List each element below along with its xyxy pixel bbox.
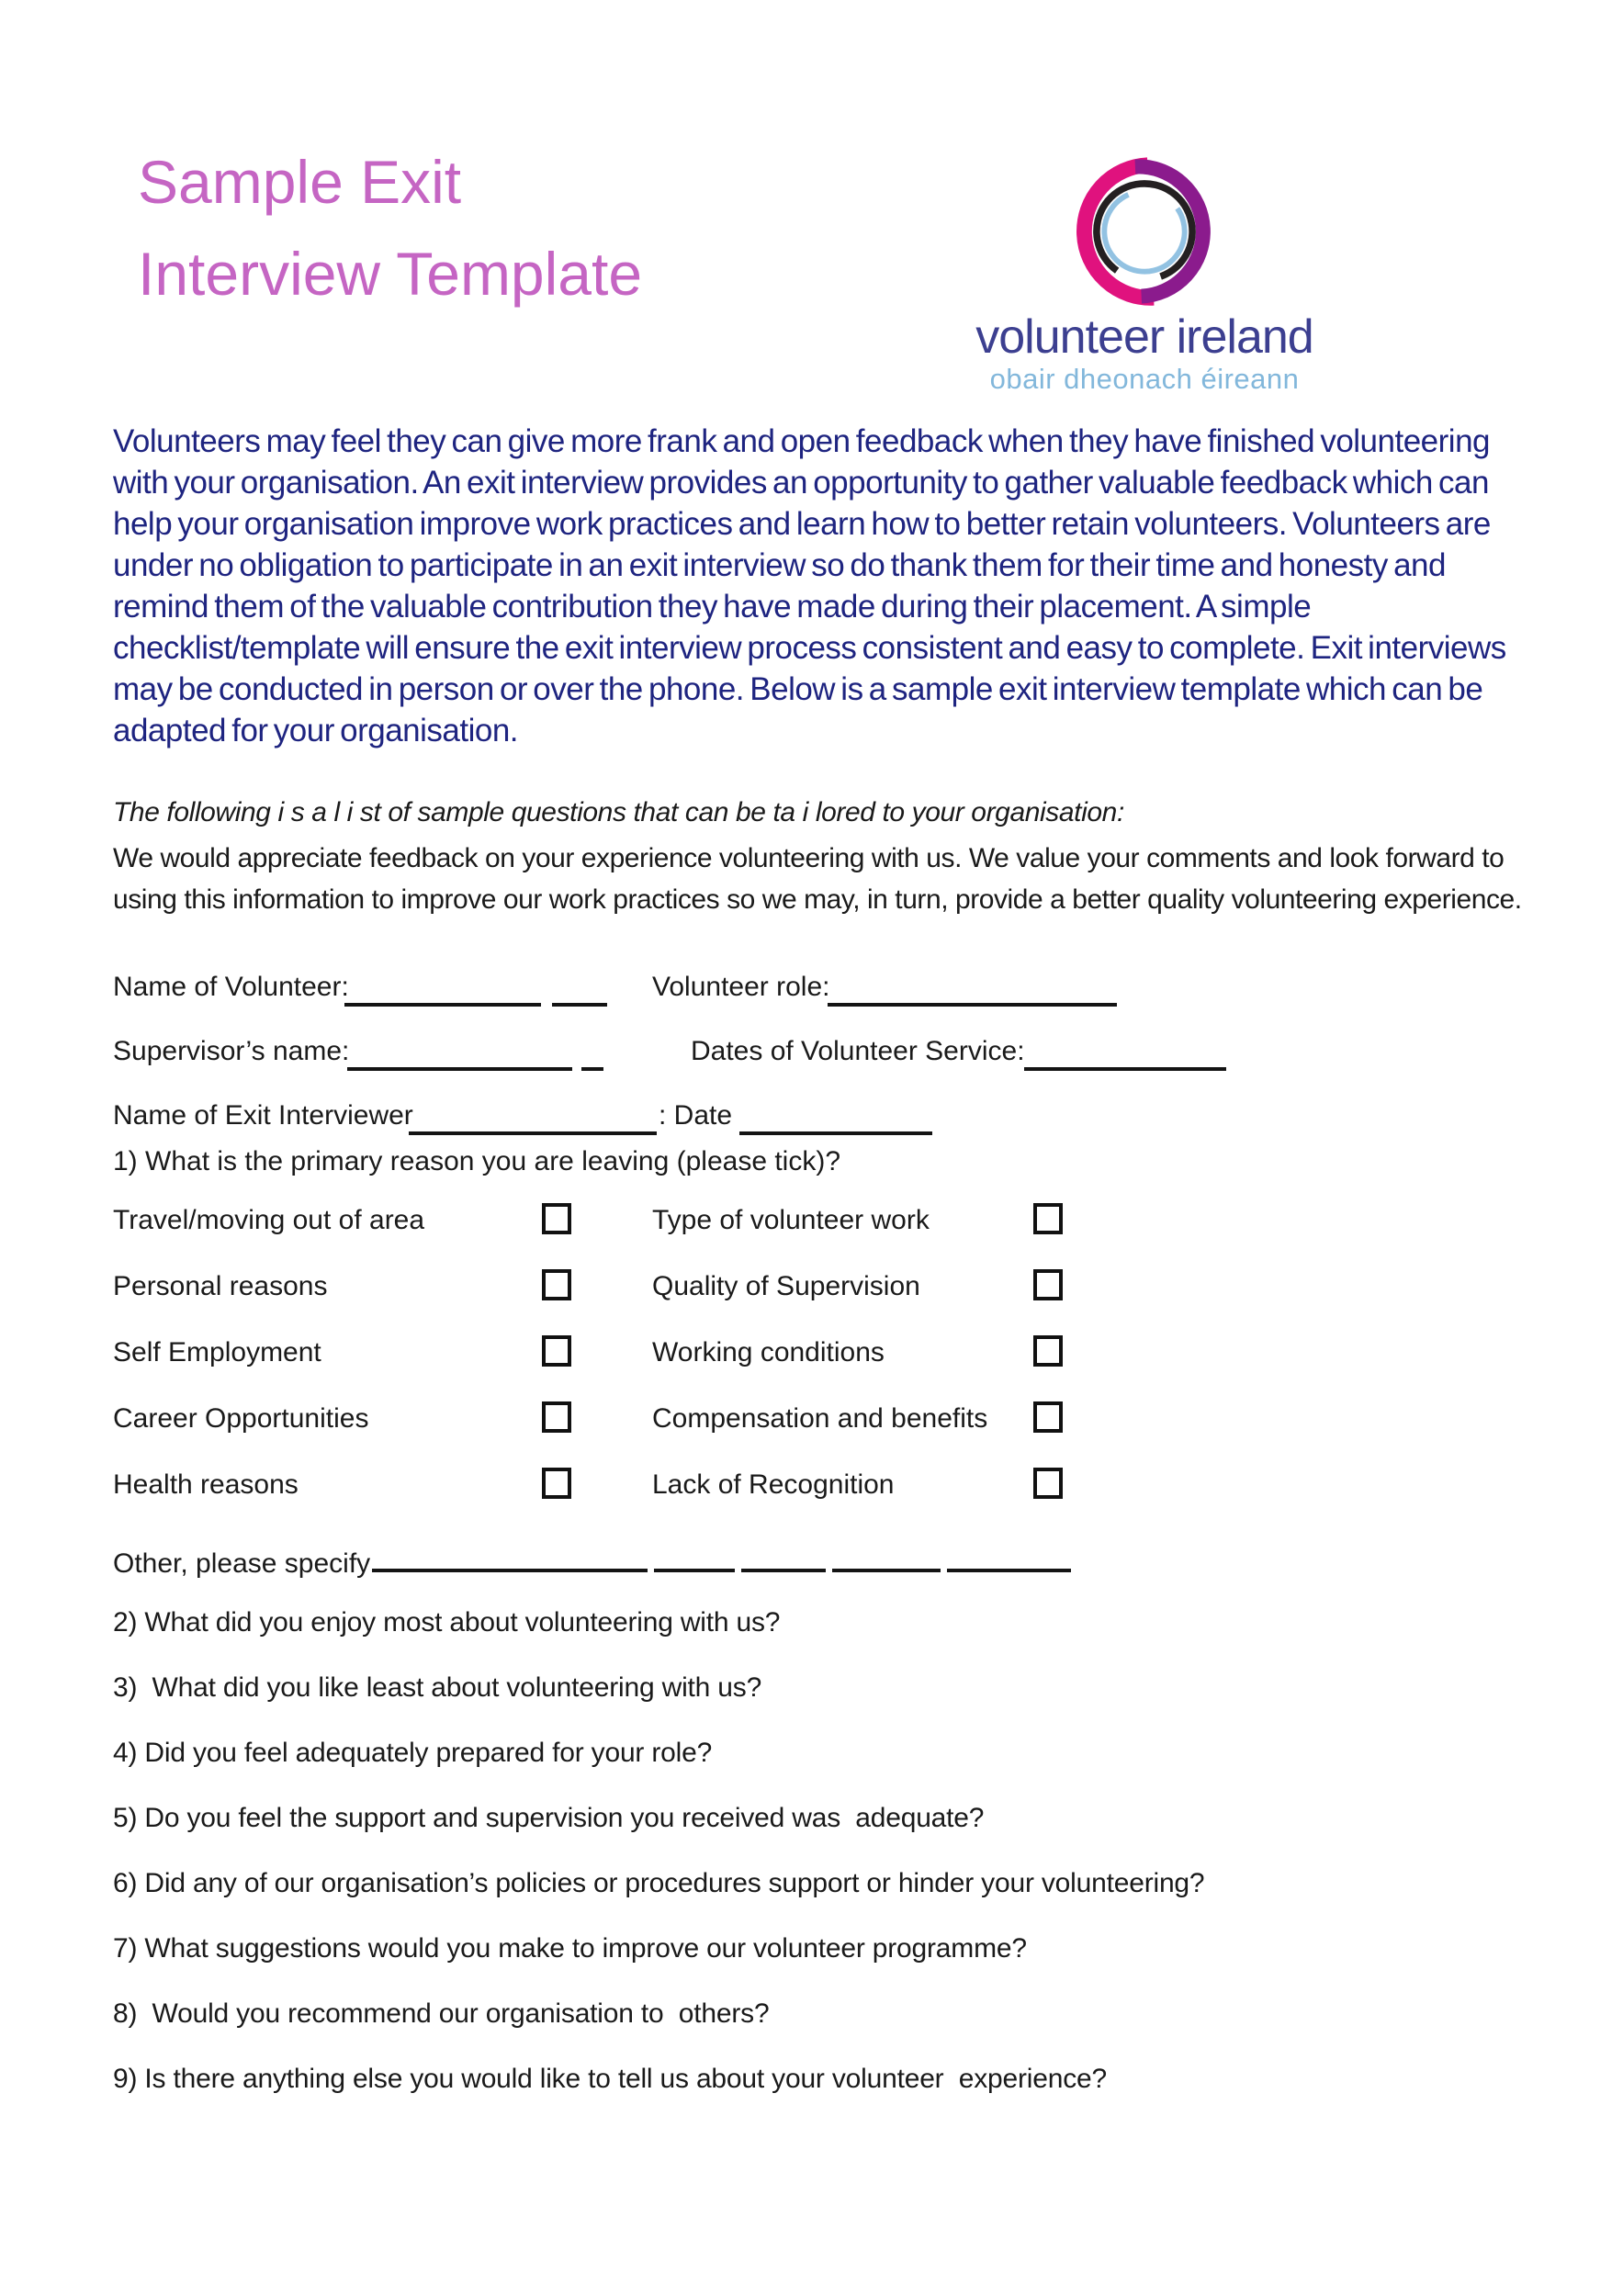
reason-row (113, 1269, 1509, 1335)
question-9: 9) Is there anything else you would like to tell us about your volunteer experience? (113, 2064, 1107, 2094)
reason-label: Personal reasons (113, 1271, 328, 1301)
logo-wordmark: volunteer ireland (975, 310, 1313, 364)
reason-checkbox[interactable] (1033, 1401, 1063, 1433)
other-specify-blank[interactable] (372, 1541, 648, 1572)
reason-checkbox[interactable] (1033, 1335, 1063, 1367)
reason-checkbox[interactable] (542, 1468, 571, 1499)
volunteer-role-label: Volunteer role: (652, 972, 830, 1002)
reason-row (113, 1335, 1509, 1401)
feedback-note: We would appreciate feedback on your experience volunteering with us. We value your comments and look forward to using this information to improve our work practices so we may, in turn, provide a better quality volunteering experience. (113, 843, 1522, 915)
question-2: 2) What did you enjoy most about volunteering with us? (113, 1607, 781, 1638)
name-of-volunteer-blank[interactable] (552, 970, 607, 1007)
reason-label: Quality of Supervision (652, 1271, 920, 1301)
reason-label: Self Employment (113, 1337, 321, 1367)
reason-label: Working conditions (652, 1337, 885, 1367)
reason-checkbox[interactable] (1033, 1269, 1063, 1300)
reason-label: Lack of Recognition (652, 1469, 895, 1500)
other-specify-row (113, 1541, 1071, 1580)
question-7: 7) What suggestions would you make to improve our volunteer programme? (113, 1933, 1027, 1964)
reason-checkbox[interactable] (1033, 1468, 1063, 1499)
question-6: 6) Did any of our organisation’s policies or procedures support or hinder your volunteering? (113, 1868, 1205, 1898)
reason-checkbox[interactable] (542, 1203, 571, 1234)
reason-label: Travel/moving out of area (113, 1205, 425, 1235)
question-1: 1) What is the primary reason you are leaving (please tick)? (113, 1146, 841, 1176)
reason-label: Career Opportunities (113, 1403, 369, 1434)
other-specify-blank[interactable] (741, 1541, 826, 1572)
sample-questions-note: The following i s a l i st of sample questions that can be ta i lored to your organisation: (113, 797, 1124, 827)
supervisor-name-blank[interactable] (581, 1034, 603, 1071)
name-of-volunteer-label: Name of Volunteer: (113, 972, 349, 1002)
field-row-volunteer (113, 970, 1509, 1010)
exit-interviewer-blank[interactable] (409, 1098, 657, 1135)
other-specify-blank[interactable] (947, 1541, 1071, 1572)
date-label: : Date (659, 1100, 733, 1131)
intro-paragraph: Volunteers may feel they can give more frank and open feedback when they have finished volunteering with your organisation. An exit interview provides an opportunity to gather valuable feedback which can help your organisation improve work practices and learn how to better retain volunteers. Volunteers are under no obligation to participate in an exit interview so do thank them for their time and honesty and remind them of the valuable contribution they have made during their placement. A simple checklist/template will ensure the exit interview process consistent and easy to complete. Exit interviews may be conducted in person or over the phone. Below is a sample exit interview template which can be adapted for your organisation. (113, 423, 1506, 748)
name-of-volunteer-blank[interactable] (344, 970, 541, 1007)
field-row-interviewer (113, 1098, 1509, 1139)
reason-checkbox[interactable] (542, 1335, 571, 1367)
dates-of-service-label: Dates of Volunteer Service: (691, 1036, 1025, 1066)
page-title-line2: Interview Template (138, 240, 643, 308)
reason-checkbox[interactable] (1033, 1203, 1063, 1234)
field-row-supervisor (113, 1034, 1509, 1075)
other-specify-label: Other, please specify (113, 1548, 371, 1579)
rings-logo-icon (1067, 154, 1222, 309)
page-title (138, 136, 642, 320)
other-specify-blank[interactable] (832, 1541, 941, 1572)
reason-label: Health reasons (113, 1469, 299, 1500)
other-specify-blank[interactable] (654, 1541, 735, 1572)
question-4: 4) Did you feel adequately prepared for your role? (113, 1738, 713, 1768)
reason-row (113, 1468, 1509, 1534)
reason-row (113, 1203, 1509, 1269)
reason-checkbox[interactable] (542, 1401, 571, 1433)
volunteer-ireland-logo (942, 154, 1347, 396)
reason-row (113, 1401, 1509, 1468)
dates-of-service-blank[interactable] (1024, 1034, 1226, 1071)
reason-label: Type of volunteer work (652, 1205, 930, 1235)
page-title-line1: Sample Exit (138, 148, 462, 216)
volunteer-role-blank[interactable] (828, 970, 1117, 1007)
question-list (113, 1607, 1592, 2129)
question-8: 8) Would you recommend our organisation to others? (113, 1998, 770, 2029)
question-5: 5) Do you feel the support and supervision you received was adequate? (113, 1803, 985, 1833)
question-3: 3) What did you like least about volunteering with us? (113, 1672, 762, 1703)
leaving-reasons-grid (113, 1203, 1509, 1534)
reason-checkbox[interactable] (542, 1269, 571, 1300)
date-blank[interactable] (739, 1098, 932, 1135)
supervisor-name-label: Supervisor’s name: (113, 1036, 350, 1066)
supervisor-name-blank[interactable] (347, 1034, 572, 1071)
reason-label: Compensation and benefits (652, 1403, 988, 1434)
exit-interviewer-label: Name of Exit Interviewer (113, 1100, 413, 1131)
logo-tagline: obair dheonach éireann (989, 363, 1300, 396)
